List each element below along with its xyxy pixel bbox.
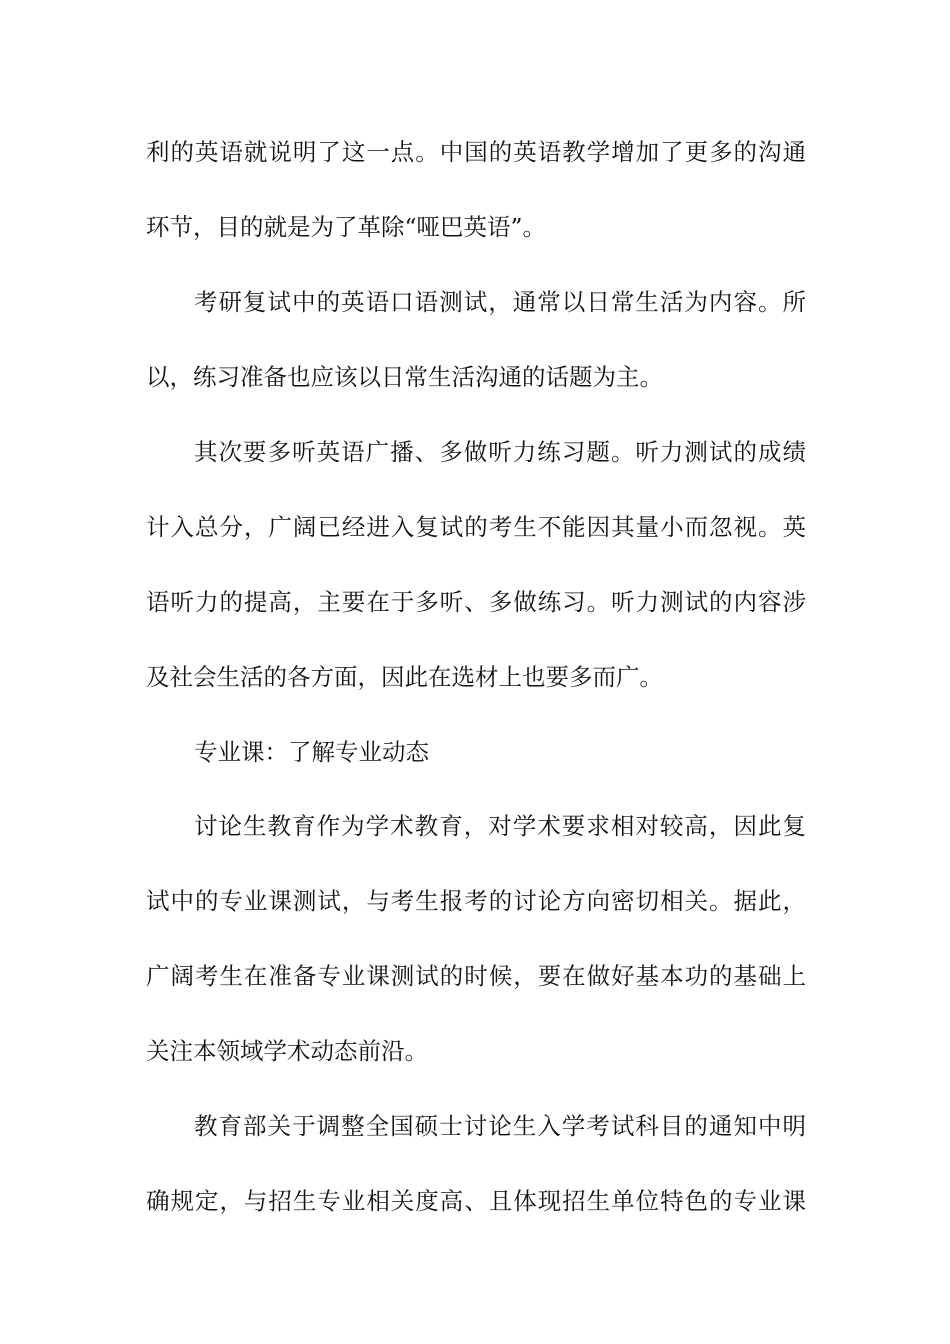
paragraph-start-line: 考研复试中的英语口语测试，通常以日常生活为内容。所 [194,288,806,316]
text-line: 确规定，与招生专业相关度高、且体现招生单位特色的专业课 [146,1187,806,1215]
text-line: 利的英语就说明了这一点。中国的英语教学增加了更多的沟通 [146,138,806,166]
text-line: 及社会生活的各方面，因此在选材上也要多而广。 [146,663,663,691]
text-line: 语听力的提高，主要在于多听、多做练习。听力测试的内容涉 [146,588,806,616]
paragraph-start-line: 教育部关于调整全国硕士讨论生入学考试科目的通知中明 [194,1112,806,1140]
section-heading: 专业课：了解专业动态 [194,738,429,766]
text-line: 以，练习准备也应该以日常生活沟通的话题为主。 [146,363,663,391]
text-line: 环节，目的就是为了革除“哑巴英语”。 [146,213,547,241]
paragraph-start-line: 讨论生教育作为学术教育，对学术要求相对较高，因此复 [194,812,806,840]
text-line: 试中的专业课测试，与考生报考的讨论方向密切相关。据此， [146,887,806,915]
text-line: 广阔考生在准备专业课测试的时候，要在做好基本功的基础上 [146,962,806,990]
paragraph-start-line: 其次要多听英语广播、多做听力练习题。听力测试的成绩 [194,438,806,466]
text-line: 计入总分，广阔已经进入复试的考生不能因其量小而忽视。英 [146,513,806,541]
text-line: 关注本领域学术动态前沿。 [146,1037,428,1065]
